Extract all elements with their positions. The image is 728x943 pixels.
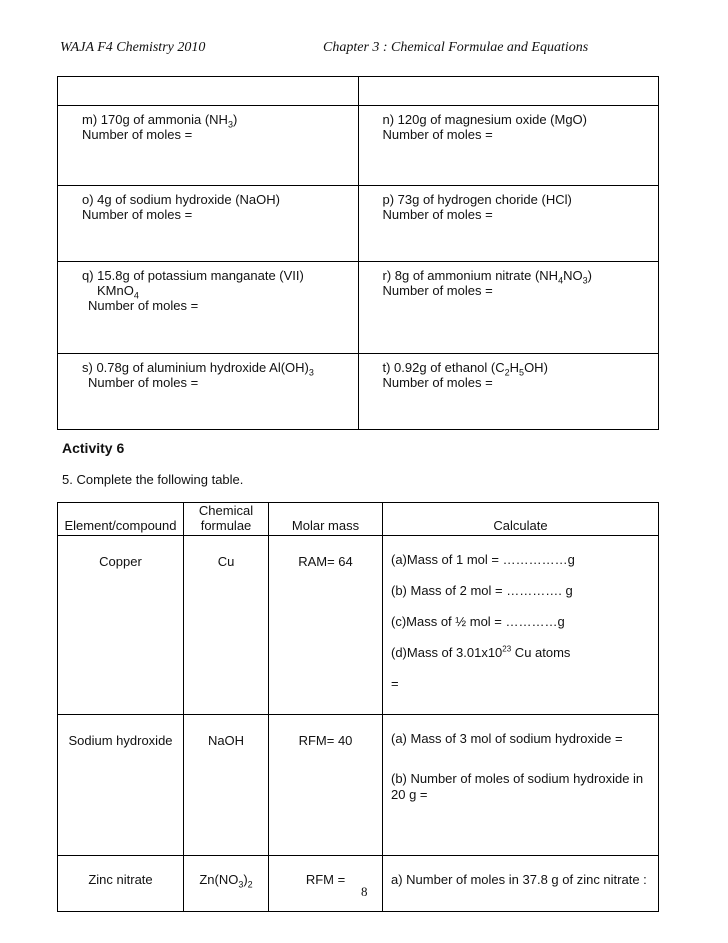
table-row [58,186,659,262]
question-n: n) 120g of magnesium oxide (MgO) [382,112,587,127]
moles-label: Number of moles = [382,207,493,222]
moles-label: Number of moles = [382,283,493,298]
zinc-mass: RFM = [269,856,383,912]
copper-calc-a: (a)Mass of 1 mol = ……………g [391,552,575,567]
table-row [58,715,659,856]
header-right: Chapter 3 : Chemical Formulae and Equations [323,40,589,55]
moles-label: Number of moles = [382,375,493,390]
header-molar-mass: Molar mass [269,503,383,536]
moles-label: Number of moles = [88,298,199,313]
table-row [58,354,659,430]
table-header-row [58,503,659,536]
copper-formula: Cu [184,536,269,715]
zinc-name: Zinc nitrate [58,856,184,912]
copper-calc-c: (c)Mass of ½ mol = …………g [391,614,565,629]
copper-calc-d: (d)Mass of $3.01x10^{23}$ Cu atoms [391,644,571,660]
question-cell-q [58,262,359,354]
naoh-calc-b: (b) Number of moles of sodium hydroxide in 20 g = [391,771,644,802]
header-element: Element/compound [58,503,184,536]
moles-table [57,76,659,430]
question-p: p) 73g of hydrogen choride (HCl) [382,192,572,207]
naoh-formula: NaOH [184,715,269,856]
question-cell-p [358,186,659,262]
moles-label: Number of moles = [382,127,493,142]
question-cell-s [58,354,359,430]
empty-cell [358,77,659,106]
compound-table [57,502,659,912]
moles-label: Number of moles = [82,127,193,142]
page-number: 8 [361,884,368,899]
naoh-calculations [383,715,659,856]
header-calculate: Calculate [383,503,659,536]
moles-label: Number of moles = [82,207,193,222]
copper-calc-b: (b) Mass of 2 mol = …………. g [391,583,573,598]
zinc-calc-a: a) Number of moles in 37.8 g of zinc nitrate : [383,856,659,912]
naoh-mass: RFM= 40 [269,715,383,856]
table-row [58,262,659,354]
zinc-formula: $Zn(NO_3)_2$ [184,856,269,912]
moles-label: Number of moles = [88,375,199,390]
table-row [58,77,659,106]
header-left: WAJA F4 Chemistry 2010 [60,40,206,55]
table-row [58,536,659,715]
copper-name: Copper [58,536,184,715]
question-cell-r [358,262,659,354]
question-cell-t [358,354,659,430]
question-q: q) 15.8g of potassium manganate (VII) [82,268,304,283]
question-cell-o [58,186,359,262]
question-cell-n [358,106,659,186]
question-o: o) 4g of sodium hydroxide (NaOH) [82,192,280,207]
copper-calc-answer: = [391,676,399,691]
copper-calculations [383,536,659,715]
question-r: r) 8g of ammonium nitrate $(NH_4NO_3)$ [382,268,592,286]
question-cell-m [58,106,359,186]
question-q-formula: KMnO$_4$ [97,283,139,301]
naoh-calc-a: (a) Mass of 3 mol of sodium hydroxide = [391,731,623,746]
empty-cell [58,77,359,106]
question-m: m) 170g of ammonia $(NH_3)$ [82,112,238,130]
question-t: t) 0.92g of ethanol $(C_2H_5OH)$ [382,360,548,378]
activity-instruction: 5. Complete the following table. [62,472,244,487]
table-row [58,106,659,186]
naoh-name: Sodium hydroxide [58,715,184,856]
header-formula: Chemical formulae [184,503,269,536]
activity-title: Activity 6 [62,440,125,456]
copper-mass: RAM= 64 [269,536,383,715]
table-row [58,856,659,912]
question-s: s) 0.78g of aluminium hydroxide $Al(OH)_3$ [82,360,314,378]
